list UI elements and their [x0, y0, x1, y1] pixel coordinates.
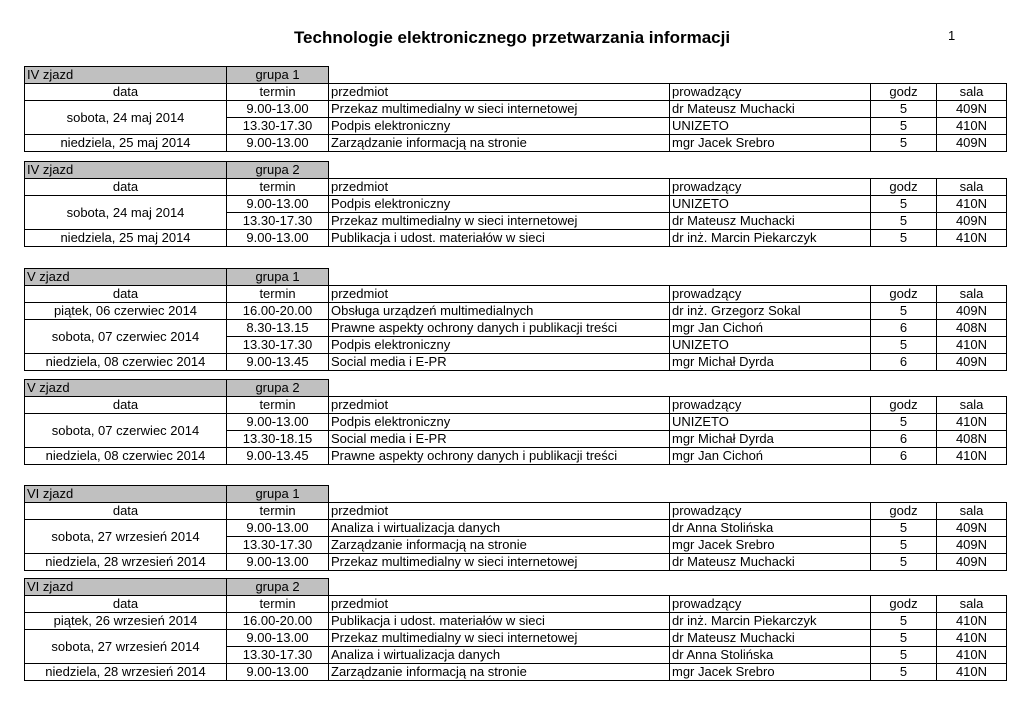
column-header-5: sala [937, 596, 1007, 613]
column-header-1: termin [227, 503, 329, 520]
termin-cell: 8.30-13.15 [227, 320, 329, 337]
schedule-section [24, 66, 1007, 152]
column-header-0: data [25, 503, 227, 520]
sala-cell: 410N [937, 613, 1007, 630]
godz-cell: 5 [871, 613, 937, 630]
godz-cell: 5 [871, 303, 937, 320]
table-row [25, 354, 1007, 371]
date-cell: niedziela, 28 wrzesień 2014 [25, 664, 227, 681]
column-header-2: przedmiot [329, 397, 670, 414]
column-header-2: przedmiot [329, 286, 670, 303]
zjazd-label: IV zjazd [25, 67, 227, 84]
sala-cell: 409N [937, 303, 1007, 320]
sala-cell: 410N [937, 448, 1007, 465]
sala-cell: 408N [937, 320, 1007, 337]
grupa-label: grupa 1 [227, 486, 329, 503]
godz-cell: 5 [871, 101, 937, 118]
termin-cell: 9.00-13.00 [227, 230, 329, 247]
column-header-2: przedmiot [329, 596, 670, 613]
termin-cell: 9.00-13.45 [227, 354, 329, 371]
zjazd-label: VI zjazd [25, 486, 227, 503]
date-cell: sobota, 07 czerwiec 2014 [25, 414, 227, 448]
prowadzacy-cell: mgr Jacek Srebro [670, 135, 871, 152]
termin-cell: 9.00-13.00 [227, 414, 329, 431]
termin-cell: 9.00-13.00 [227, 520, 329, 537]
termin-cell: 13.30-17.30 [227, 118, 329, 135]
date-cell: piątek, 06 czerwiec 2014 [25, 303, 227, 320]
prowadzacy-cell: mgr Jan Cichoń [670, 448, 871, 465]
godz-cell: 5 [871, 337, 937, 354]
prowadzacy-cell: mgr Michał Dyrda [670, 431, 871, 448]
prowadzacy-cell: dr Mateusz Muchacki [670, 630, 871, 647]
date-cell: piątek, 26 wrzesień 2014 [25, 613, 227, 630]
prowadzacy-cell: mgr Michał Dyrda [670, 354, 871, 371]
termin-cell: 13.30-17.30 [227, 537, 329, 554]
table-row [25, 230, 1007, 247]
column-header-3: prowadzący [670, 84, 871, 101]
godz-cell: 5 [871, 135, 937, 152]
column-header-3: prowadzący [670, 596, 871, 613]
column-header-row [25, 84, 1007, 101]
godz-cell: 5 [871, 554, 937, 571]
column-header-1: termin [227, 179, 329, 196]
godz-cell: 5 [871, 213, 937, 230]
column-header-4: godz [871, 397, 937, 414]
column-header-2: przedmiot [329, 179, 670, 196]
date-cell: sobota, 24 maj 2014 [25, 196, 227, 230]
sala-cell: 408N [937, 431, 1007, 448]
termin-cell: 16.00-20.00 [227, 613, 329, 630]
prowadzacy-cell: mgr Jacek Srebro [670, 664, 871, 681]
sala-cell: 409N [937, 354, 1007, 371]
prowadzacy-cell: UNIZETO [670, 337, 871, 354]
prowadzacy-cell: dr Anna Stolińska [670, 520, 871, 537]
termin-cell: 9.00-13.00 [227, 664, 329, 681]
column-header-row [25, 179, 1007, 196]
column-header-0: data [25, 84, 227, 101]
godz-cell: 5 [871, 118, 937, 135]
section-header-row [25, 380, 1007, 397]
column-header-2: przedmiot [329, 503, 670, 520]
przedmiot-cell: Prawne aspekty ochrony danych i publikacji treści [329, 448, 670, 465]
column-header-2: przedmiot [329, 84, 670, 101]
prowadzacy-cell: UNIZETO [670, 118, 871, 135]
column-header-5: sala [937, 179, 1007, 196]
termin-cell: 9.00-13.00 [227, 196, 329, 213]
date-cell: niedziela, 28 wrzesień 2014 [25, 554, 227, 571]
grupa-label: grupa 2 [227, 579, 329, 596]
table-row [25, 520, 1007, 537]
column-header-4: godz [871, 179, 937, 196]
przedmiot-cell: Analiza i wirtualizacja danych [329, 647, 670, 664]
sala-cell: 410N [937, 630, 1007, 647]
zjazd-label: V zjazd [25, 380, 227, 397]
table-row [25, 414, 1007, 431]
column-header-row [25, 596, 1007, 613]
schedule-section [24, 379, 1007, 465]
section-header-row [25, 579, 1007, 596]
table-row [25, 448, 1007, 465]
table-row [25, 630, 1007, 647]
przedmiot-cell: Zarządzanie informacją na stronie [329, 135, 670, 152]
termin-cell: 13.30-17.30 [227, 337, 329, 354]
godz-cell: 5 [871, 630, 937, 647]
table-row [25, 320, 1007, 337]
date-cell: niedziela, 08 czerwiec 2014 [25, 448, 227, 465]
przedmiot-cell: Prawne aspekty ochrony danych i publikacji treści [329, 320, 670, 337]
section-header-row [25, 269, 1007, 286]
godz-cell: 6 [871, 354, 937, 371]
przedmiot-cell: Analiza i wirtualizacja danych [329, 520, 670, 537]
column-header-5: sala [937, 84, 1007, 101]
sala-cell: 410N [937, 230, 1007, 247]
przedmiot-cell: Podpis elektroniczny [329, 118, 670, 135]
table-row [25, 554, 1007, 571]
date-cell: niedziela, 25 maj 2014 [25, 230, 227, 247]
schedule-section [24, 161, 1007, 247]
sala-cell: 409N [937, 135, 1007, 152]
prowadzacy-cell: dr inż. Marcin Piekarczyk [670, 613, 871, 630]
section-header-row [25, 486, 1007, 503]
sala-cell: 410N [937, 118, 1007, 135]
page-number: 1 [948, 28, 956, 43]
schedule-section [24, 578, 1007, 681]
column-header-3: prowadzący [670, 397, 871, 414]
godz-cell: 5 [871, 520, 937, 537]
prowadzacy-cell: dr inż. Grzegorz Sokal [670, 303, 871, 320]
section-header-row [25, 162, 1007, 179]
zjazd-label: IV zjazd [25, 162, 227, 179]
przedmiot-cell: Publikacja i udost. materiałów w sieci [329, 230, 670, 247]
sala-cell: 409N [937, 101, 1007, 118]
prowadzacy-cell: UNIZETO [670, 196, 871, 213]
zjazd-label: V zjazd [25, 269, 227, 286]
termin-cell: 9.00-13.00 [227, 101, 329, 118]
godz-cell: 5 [871, 647, 937, 664]
sala-cell: 410N [937, 664, 1007, 681]
sala-cell: 409N [937, 554, 1007, 571]
termin-cell: 13.30-18.15 [227, 431, 329, 448]
prowadzacy-cell: dr Anna Stolińska [670, 647, 871, 664]
przedmiot-cell: Obsługa urządzeń multimedialnych [329, 303, 670, 320]
column-header-1: termin [227, 286, 329, 303]
prowadzacy-cell: dr Mateusz Muchacki [670, 213, 871, 230]
przedmiot-cell: Podpis elektroniczny [329, 196, 670, 213]
table-row [25, 613, 1007, 630]
sala-cell: 409N [937, 537, 1007, 554]
table-row [25, 101, 1007, 118]
termin-cell: 9.00-13.00 [227, 135, 329, 152]
grupa-label: grupa 2 [227, 162, 329, 179]
date-cell: sobota, 07 czerwiec 2014 [25, 320, 227, 354]
sala-cell: 409N [937, 520, 1007, 537]
przedmiot-cell: Publikacja i udost. materiałów w sieci [329, 613, 670, 630]
sala-cell: 410N [937, 337, 1007, 354]
prowadzacy-cell: mgr Jacek Srebro [670, 537, 871, 554]
column-header-1: termin [227, 596, 329, 613]
prowadzacy-cell: dr Mateusz Muchacki [670, 554, 871, 571]
sala-cell: 410N [937, 196, 1007, 213]
column-header-4: godz [871, 503, 937, 520]
table-row [25, 135, 1007, 152]
termin-cell: 13.30-17.30 [227, 213, 329, 230]
date-cell: niedziela, 08 czerwiec 2014 [25, 354, 227, 371]
przedmiot-cell: Przekaz multimedialny w sieci internetowej [329, 213, 670, 230]
table-row [25, 664, 1007, 681]
column-header-4: godz [871, 596, 937, 613]
column-header-4: godz [871, 84, 937, 101]
godz-cell: 5 [871, 196, 937, 213]
date-cell: sobota, 27 wrzesień 2014 [25, 630, 227, 664]
godz-cell: 5 [871, 537, 937, 554]
sala-cell: 409N [937, 213, 1007, 230]
column-header-5: sala [937, 503, 1007, 520]
column-header-0: data [25, 397, 227, 414]
termin-cell: 9.00-13.00 [227, 554, 329, 571]
section-header-row [25, 67, 1007, 84]
document-title: Technologie elektronicznego przetwarzania informacji [293, 28, 731, 47]
grupa-label: grupa 1 [227, 269, 329, 286]
grupa-label: grupa 2 [227, 380, 329, 397]
przedmiot-cell: Podpis elektroniczny [329, 337, 670, 354]
prowadzacy-cell: UNIZETO [670, 414, 871, 431]
przedmiot-cell: Zarządzanie informacją na stronie [329, 537, 670, 554]
godz-cell: 6 [871, 320, 937, 337]
schedule-section [24, 268, 1007, 371]
column-header-0: data [25, 179, 227, 196]
date-cell: sobota, 24 maj 2014 [25, 101, 227, 135]
przedmiot-cell: Przekaz multimedialny w sieci internetowej [329, 630, 670, 647]
column-header-5: sala [937, 286, 1007, 303]
zjazd-label: VI zjazd [25, 579, 227, 596]
prowadzacy-cell: dr Mateusz Muchacki [670, 101, 871, 118]
column-header-1: termin [227, 397, 329, 414]
przedmiot-cell: Podpis elektroniczny [329, 414, 670, 431]
column-header-row [25, 286, 1007, 303]
przedmiot-cell: Przekaz multimedialny w sieci internetowej [329, 101, 670, 118]
przedmiot-cell: Zarządzanie informacją na stronie [329, 664, 670, 681]
przedmiot-cell: Przekaz multimedialny w sieci internetowej [329, 554, 670, 571]
prowadzacy-cell: mgr Jan Cichoń [670, 320, 871, 337]
column-header-5: sala [937, 397, 1007, 414]
przedmiot-cell: Social media i E-PR [329, 354, 670, 371]
column-header-row [25, 503, 1007, 520]
termin-cell: 16.00-20.00 [227, 303, 329, 320]
przedmiot-cell: Social media i E-PR [329, 431, 670, 448]
godz-cell: 5 [871, 664, 937, 681]
godz-cell: 5 [871, 230, 937, 247]
godz-cell: 5 [871, 414, 937, 431]
date-cell: sobota, 27 wrzesień 2014 [25, 520, 227, 554]
termin-cell: 9.00-13.45 [227, 448, 329, 465]
sala-cell: 410N [937, 414, 1007, 431]
table-row [25, 303, 1007, 320]
schedule-section [24, 485, 1007, 571]
column-header-0: data [25, 596, 227, 613]
godz-cell: 6 [871, 448, 937, 465]
table-row [25, 196, 1007, 213]
column-header-0: data [25, 286, 227, 303]
column-header-row [25, 397, 1007, 414]
column-header-3: prowadzący [670, 179, 871, 196]
grupa-label: grupa 1 [227, 67, 329, 84]
termin-cell: 13.30-17.30 [227, 647, 329, 664]
column-header-4: godz [871, 286, 937, 303]
date-cell: niedziela, 25 maj 2014 [25, 135, 227, 152]
sala-cell: 410N [937, 647, 1007, 664]
godz-cell: 6 [871, 431, 937, 448]
column-header-3: prowadzący [670, 286, 871, 303]
column-header-1: termin [227, 84, 329, 101]
termin-cell: 9.00-13.00 [227, 630, 329, 647]
column-header-3: prowadzący [670, 503, 871, 520]
prowadzacy-cell: dr inż. Marcin Piekarczyk [670, 230, 871, 247]
